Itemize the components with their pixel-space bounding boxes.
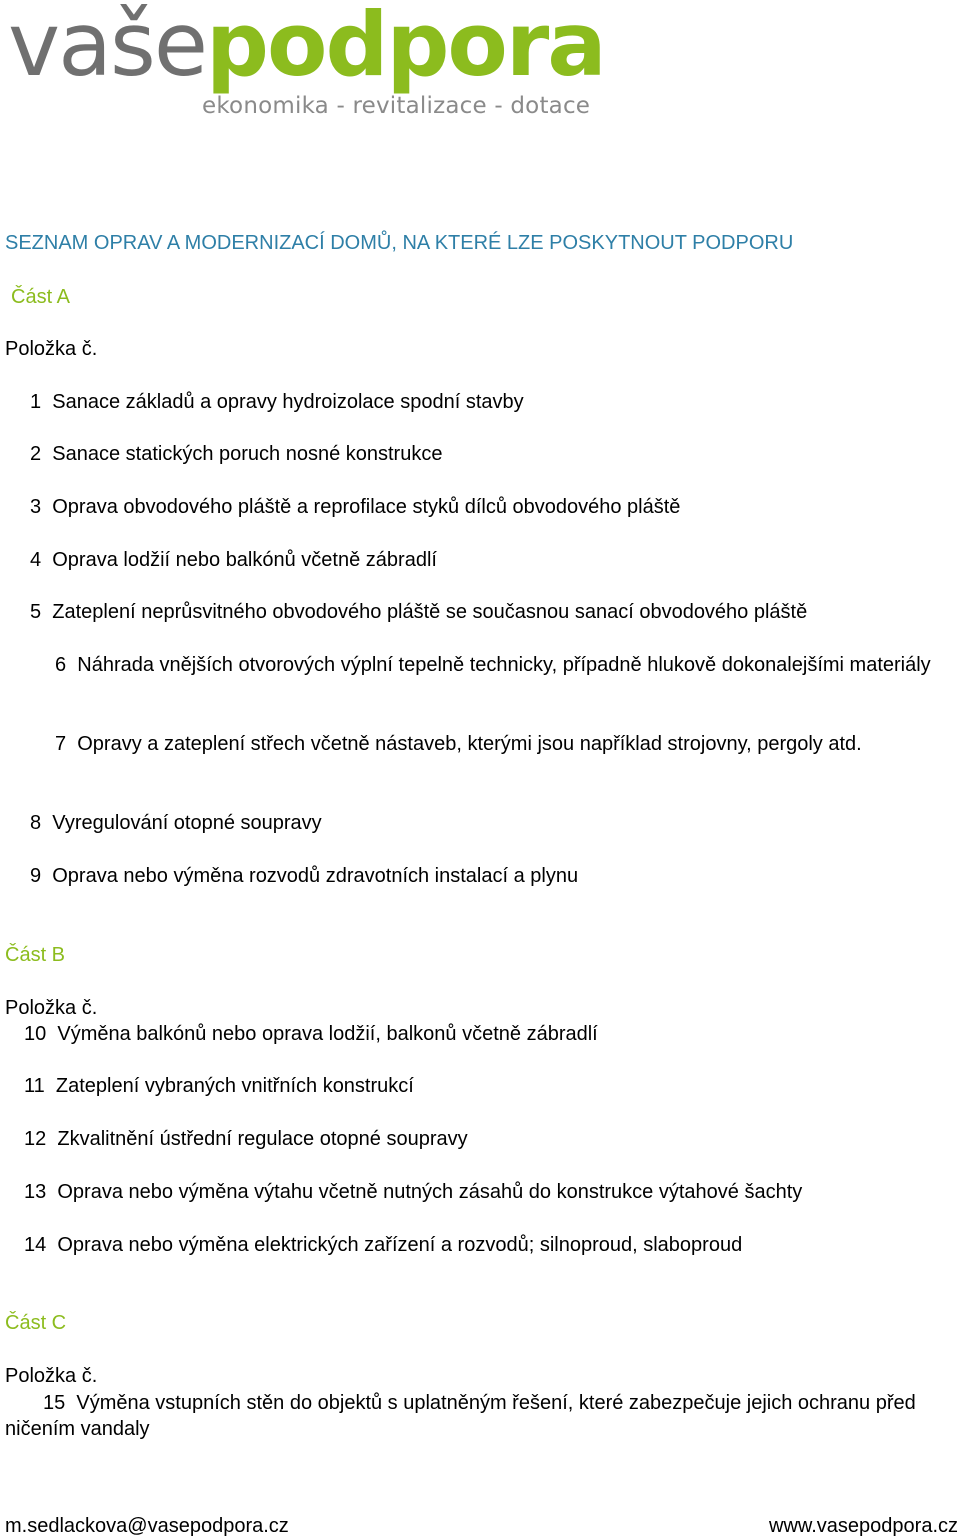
list-item	[30, 441, 442, 467]
item-text: Zkvalitnění ústřední regulace otopné soupravy	[57, 1128, 468, 1150]
logo	[8, 0, 605, 130]
part-c-item-label: Položka č.	[5, 1365, 98, 1387]
item-number: 13	[24, 1181, 47, 1203]
list-item	[30, 863, 578, 889]
footer-website-link[interactable]: www.vasepodpora.cz	[769, 1515, 958, 1537]
item-text: Oprava obvodového pláště a reprofilace styků dílců obvodového pláště	[52, 496, 681, 518]
item-text: Oprava nebo výměna rozvodů zdravotních instalací a plynu	[52, 865, 579, 887]
list-item	[24, 1179, 802, 1205]
document-title: SEZNAM OPRAV A MODERNIZACÍ DOMŮ, NA KTERÉ LZE POSKYTNOUT PODPORU	[5, 232, 794, 254]
item-text: Zateplení neprůsvitného obvodového pláště se současnou sanací obvodového pláště	[52, 601, 808, 623]
item-text: Opravy a zateplení střech včetně nástaveb, kterými jsou například strojovny, pergoly atd.	[77, 733, 862, 755]
item-text: Výměna balkónů nebo oprava lodžií, balkonů včetně zábradlí	[57, 1023, 598, 1045]
list-item	[24, 1232, 742, 1258]
item-number: 9	[30, 865, 42, 887]
logo-tagline: ekonomika - revitalizace - dotace	[202, 93, 591, 119]
part-a-heading: Část A	[11, 286, 70, 308]
part-b-heading: Část B	[5, 944, 66, 966]
logo-wordmark-part1: vaše	[8, 0, 206, 96]
item-number: 6	[55, 654, 67, 676]
item-number: 15	[43, 1392, 66, 1414]
item-text: Vyregulování otopné soupravy	[52, 812, 322, 834]
list-item	[30, 547, 437, 573]
part-b-item-label: Položka č.	[5, 997, 98, 1019]
list-item	[24, 1126, 468, 1152]
item-text: Oprava nebo výměna elektrických zařízení a rozvodů; silnoproud, slaboproud	[57, 1234, 743, 1256]
item-number: 10	[24, 1023, 47, 1045]
logo-wordmark-part2: podpora	[206, 0, 605, 96]
list-item	[30, 599, 807, 625]
item-number: 8	[30, 812, 42, 834]
item-text: Sanace základů a opravy hydroizolace spodní stavby	[52, 391, 524, 413]
part-a-item-label: Položka č.	[5, 338, 98, 360]
list-item	[30, 810, 322, 836]
logo-wordmark	[8, 0, 605, 98]
item-text: Oprava nebo výměna výtahu včetně nutných zásahů do konstrukce výtahové šachty	[57, 1181, 803, 1203]
list-item	[24, 1021, 598, 1047]
list-item	[30, 389, 524, 415]
item-number: 11	[24, 1075, 45, 1097]
item-number: 14	[24, 1234, 47, 1256]
item-number: 3	[30, 496, 42, 518]
item-number: 1	[30, 391, 42, 413]
list-item	[5, 731, 945, 757]
item-text: Oprava lodžií nebo balkónů včetně zábradlí	[52, 549, 437, 571]
item-number: 4	[30, 549, 42, 571]
footer-email-link[interactable]: m.sedlackova@vasepodpora.cz	[5, 1515, 289, 1537]
list-item	[24, 1073, 414, 1099]
item-text: Náhrada vnějších otvorových výplní tepelně technicky, případně hlukově dokonalejšími materiály	[77, 654, 931, 676]
item-number: 7	[55, 733, 67, 755]
item-number: 5	[30, 601, 42, 623]
item-text: Sanace statických poruch nosné konstrukce	[52, 443, 443, 465]
list-item	[5, 652, 945, 678]
item-number: 12	[24, 1128, 47, 1150]
part-c-heading: Část C	[5, 1312, 67, 1334]
item-text: Zateplení vybraných vnitřních konstrukcí	[55, 1075, 414, 1097]
item-text: Výměna vstupních stěn do objektů s uplatněným řešení, které zabezpečuje jejich ochranu před ničením vandaly	[5, 1392, 916, 1440]
list-item	[5, 1390, 945, 1442]
item-number: 2	[30, 443, 42, 465]
list-item	[30, 494, 680, 520]
